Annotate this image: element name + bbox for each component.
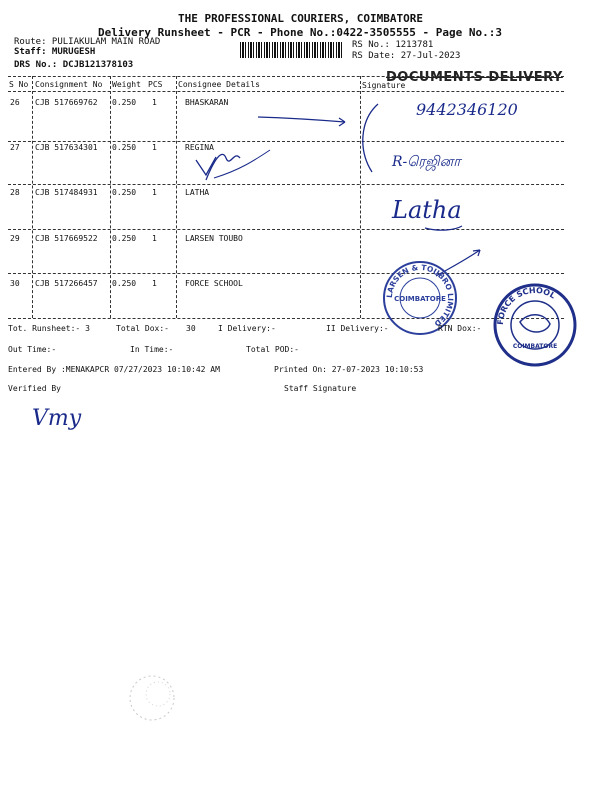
- row-pcs: 1: [152, 98, 157, 107]
- total-pod-label: Total POD:-: [246, 345, 299, 354]
- ii-delivery-label: II Delivery:-: [326, 324, 389, 333]
- row-weight: 0.250: [112, 98, 137, 107]
- row-consignee: REGINA: [185, 143, 214, 152]
- col-header-pcs: PCS: [148, 80, 163, 89]
- staff-label: Staff: MURUGESH: [14, 47, 96, 57]
- larsen-stamp-city: COIMBATORE: [394, 295, 446, 303]
- total-dox-label: Total Dox:-: [116, 324, 169, 333]
- row-consignment-no: CJB 517266457: [35, 279, 98, 288]
- row-sno: 28: [10, 188, 20, 197]
- verified-by-label: Verified By: [8, 384, 61, 393]
- handwritten-phone: 9442346120: [416, 100, 518, 119]
- rs-date: RS Date: 27-Jul-2023: [352, 51, 461, 61]
- row-weight: 0.250: [112, 143, 137, 152]
- row-sno: 30: [10, 279, 20, 288]
- rs-number: RS No.: 1213781: [352, 40, 434, 50]
- row-weight: 0.250: [112, 234, 137, 243]
- row-consignee: LATHA: [185, 188, 210, 197]
- handwritten-regina-signature: R-ரெஜினா: [392, 154, 461, 170]
- row-consignment-no: CJB 517669522: [35, 234, 98, 243]
- row-sno: 29: [10, 234, 20, 243]
- in-time-label: In Time:-: [130, 345, 174, 354]
- total-dox-value: 30: [186, 324, 196, 333]
- scan-speckle: [122, 668, 202, 728]
- rtn-dox-label: RTN Dox:-: [438, 324, 482, 333]
- verified-signature: Vmy: [32, 406, 82, 431]
- row-consignee: BHASKARAN: [185, 98, 229, 107]
- documents-delivery-stamp: DOCUMENTS DELIVERY: [386, 70, 563, 85]
- out-time-label: Out Time:-: [8, 345, 57, 354]
- larsen-stamp-ring-text: LARSEN & TOUBRO LIMITED: [384, 262, 456, 329]
- row-weight: 0.250: [112, 188, 137, 197]
- route-label: Route: PULIAKULAM MAIN ROAD: [14, 37, 161, 47]
- school-stamp-ring-text: FORCE SCHOOL: [495, 285, 557, 326]
- col-header-consignment: Consignment No: [35, 80, 103, 89]
- col-header-weight: Weight: [112, 80, 141, 89]
- row-sno: 27: [10, 143, 20, 152]
- i-delivery-label: I Delivery:-: [218, 324, 276, 333]
- row-sno: 26: [10, 98, 20, 107]
- row-consignment-no: CJB 517634301: [35, 143, 98, 152]
- runsheet-title: Delivery Runsheet - PCR - Phone No.:0422-3505555 - Page No.:3: [98, 26, 502, 39]
- col-header-sno: S No: [9, 80, 29, 89]
- force-school-stamp: [492, 282, 578, 368]
- row-pcs: 1: [152, 143, 157, 152]
- row-consignment-no: CJB 517669762: [35, 98, 98, 107]
- handwritten-latha-signature: Latha: [392, 196, 462, 224]
- drs-number: DRS No.: DCJB121378103: [14, 60, 134, 70]
- row-weight: 0.250: [112, 279, 137, 288]
- company-title: THE PROFESSIONAL COURIERS, COIMBATORE: [178, 12, 424, 25]
- row-consignee: FORCE SCHOOL: [185, 279, 243, 288]
- entered-by: Entered By :MENAKAPCR 07/27/2023 10:10:42 AM: [8, 365, 220, 374]
- col-header-signature: Signature: [362, 81, 406, 90]
- col-header-consignee: Consignee Details: [178, 80, 260, 89]
- staff-signature-label: Staff Signature: [284, 384, 357, 393]
- row-pcs: 1: [152, 234, 157, 243]
- total-runsheet: Tot. Runsheet:- 3: [8, 324, 90, 333]
- row-consignment-no: CJB 517484931: [35, 188, 98, 197]
- row-pcs: 1: [152, 279, 157, 288]
- printed-on: Printed On: 27-07-2023 10:10:53: [274, 365, 424, 374]
- row-consignee: LARSEN TOUBO: [185, 234, 243, 243]
- row-pcs: 1: [152, 188, 157, 197]
- school-stamp-city: COIMBATORE: [512, 343, 558, 350]
